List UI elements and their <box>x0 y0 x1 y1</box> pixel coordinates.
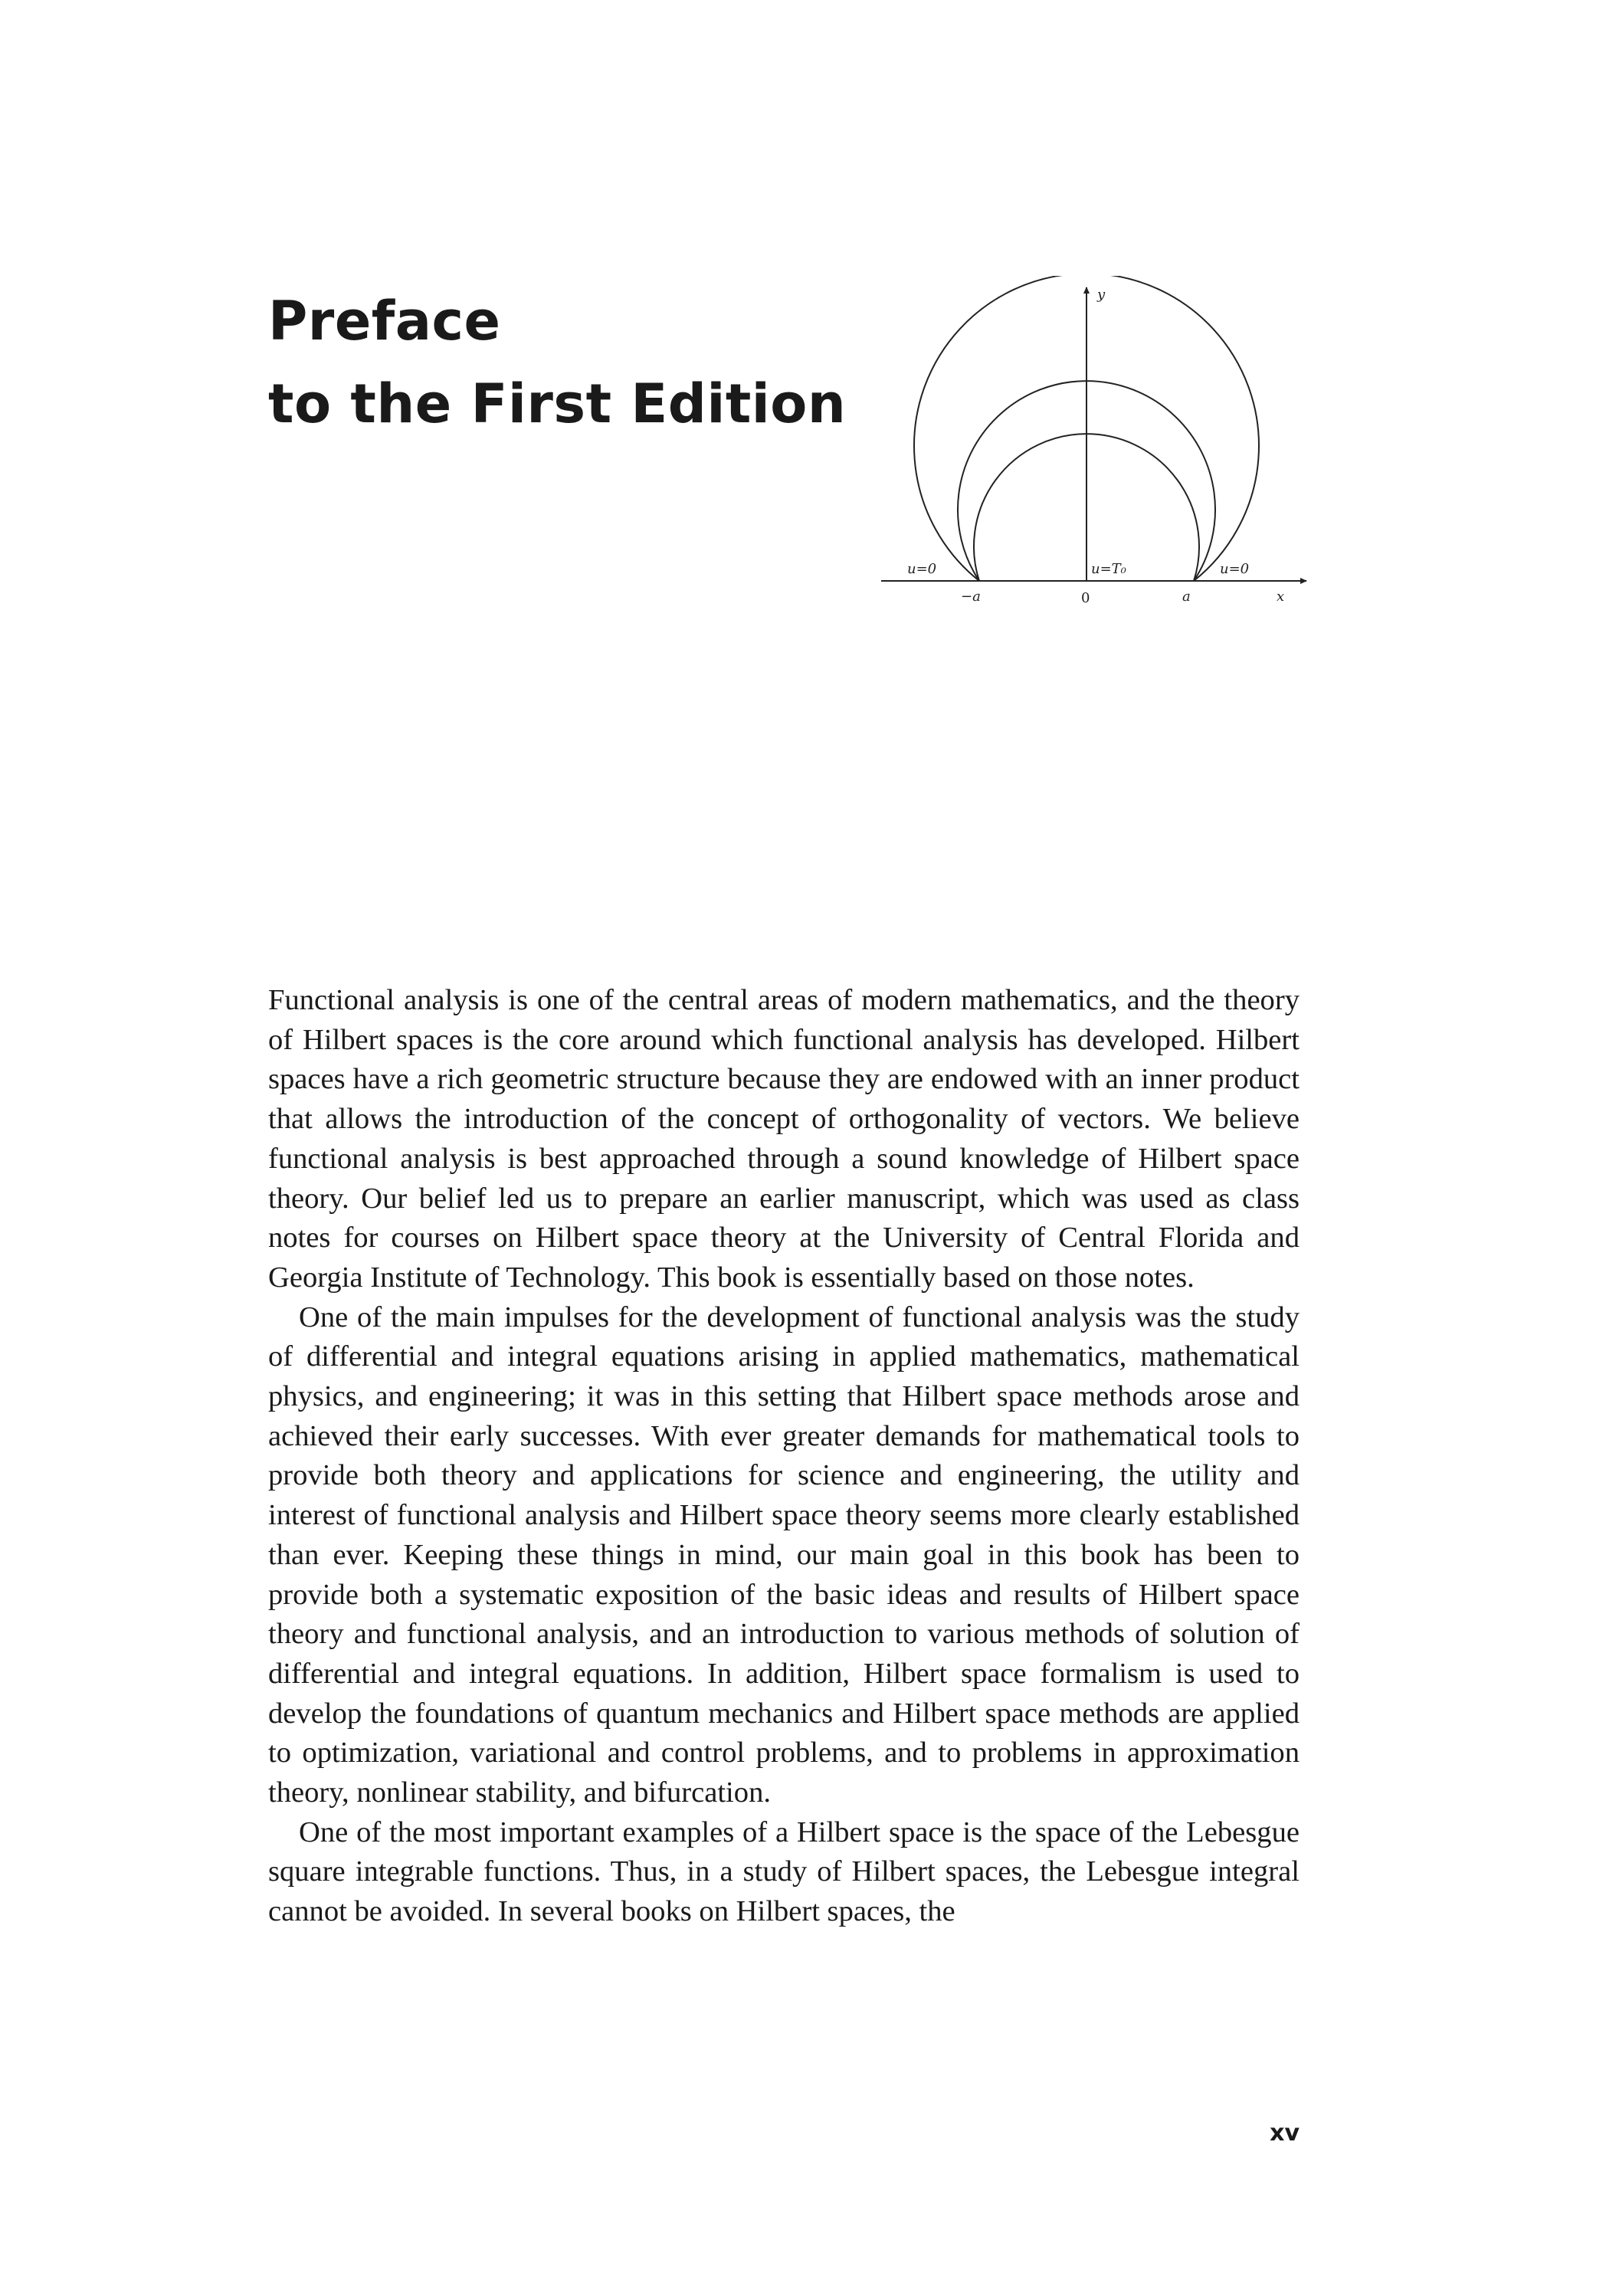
title-line-2: to the First Edition <box>268 372 847 435</box>
boundary-left-label: u=0 <box>907 561 937 577</box>
x-axis-label: x <box>1277 589 1285 605</box>
page-title <box>268 280 846 445</box>
paragraph-1: Functional analysis is one of the central areas of modern mathematics, and the theory of Hilbert spaces is the core around which functional analysis has developed. Hilbert spaces have a rich geometric structure because they are endowed with an inner product that allows the introduction of the concept of orthogonality of vectors. We believe functional analysis is best approached through a sound knowledge of Hilbert space theory. Our belief led us to prepare an earlier manuscript, which was used as class notes for courses on Hilbert space theory at the University of Central Florida and Georgia Institute of Technology. This book is essentially based on those notes. <box>268 984 1300 1294</box>
boundary-center-label: u=T₀ <box>1091 561 1126 577</box>
title-line-1: Preface <box>268 290 501 353</box>
tick-neg-a-label: −a <box>961 589 981 605</box>
boundary-right-label: u=0 <box>1220 561 1250 577</box>
figure-svg <box>873 276 1318 613</box>
circle-family-figure <box>873 276 1318 613</box>
paragraph-3: One of the most important examples of a Hilbert space is the space of the Lebesgue square integrable functions. Thus, in a study of Hilbert spaces, the Lebesgue integral cannot be avoided. In several books on Hilbert spaces, the <box>268 1815 1300 1928</box>
preface-body <box>268 981 1300 1932</box>
tick-a-label: a <box>1182 589 1191 605</box>
y-axis-label: y <box>1097 287 1106 303</box>
page-number: xv <box>1270 2120 1300 2147</box>
paragraph-2: One of the main impulses for the development of functional analysis was the study of differential and integral equations arising in applied mathematics, mathematical physics, and engineering; it was in this setting that Hilbert space methods arose and achieved their early successes. With ever greater demands for mathematical tools to provide both theory and applications for science and engineering, the utility and interest of functional analysis and Hilbert space theory seems more clearly established than ever. Keeping these things in mind, our main goal in this book has been to provide both a systematic exposition of the basic ideas and results of Hilbert space theory and functional analysis, and an introduction to various methods of solution of differential and integral equations. In addition, Hilbert space formalism is used to develop the foundations of quantum mechanics and Hilbert space methods are applied to optimization, variational and control problems, and to problems in approximation theory, nonlinear stability, and bifurcation. <box>268 1301 1300 1809</box>
tick-zero-label: 0 <box>1081 590 1090 606</box>
